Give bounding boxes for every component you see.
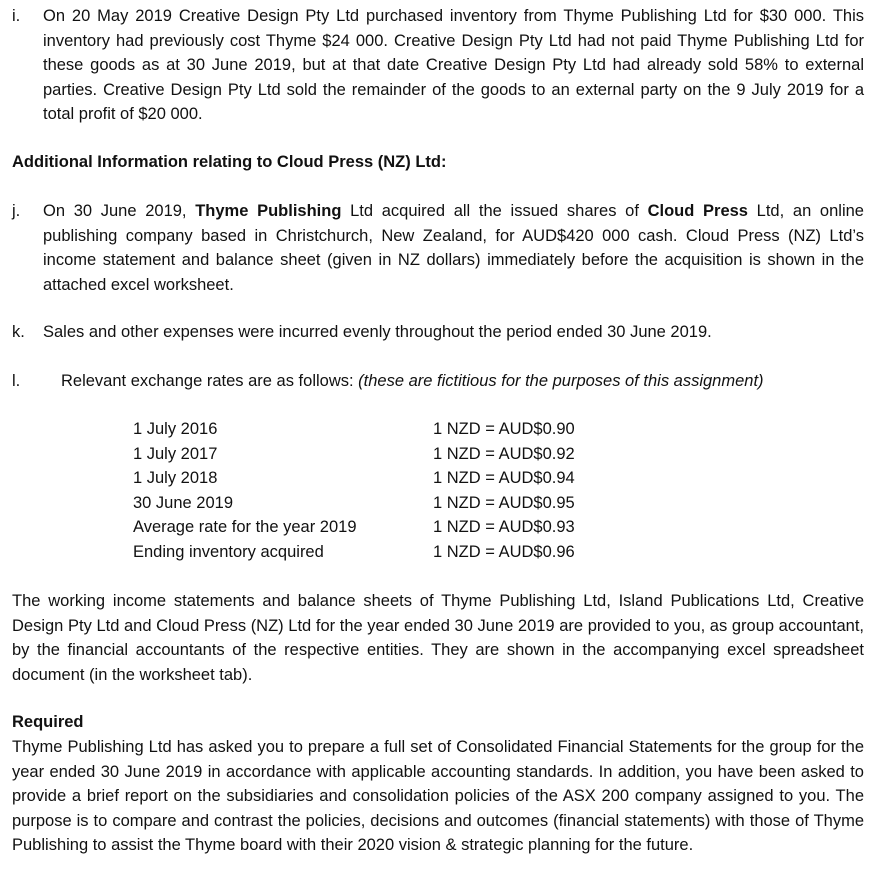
- item-text: [61, 369, 864, 394]
- list-item-i: [12, 4, 864, 127]
- exchange-rates-table: [133, 417, 613, 564]
- item-marker: k.: [12, 323, 25, 341]
- list-item-l: [12, 369, 864, 394]
- rate-row: [133, 442, 613, 467]
- rate-row: [133, 466, 613, 491]
- text-run: Relevant exchange rates are as follows:: [61, 372, 359, 390]
- working-statements-paragraph: The working income statements and balance sheets of Thyme Publishing Ltd, Island Publications Ltd, Creative Design Pty Ltd and Cloud Press (NZ) Ltd for the year ended 30 June 2019 are provided to you, as group accountant, by the financial accountants of the respective entities. They are shown in the accompanying excel spreadsheet document (in the worksheet tab).: [12, 592, 864, 684]
- item-text: [43, 199, 864, 297]
- company-name-thyme: Thyme Publishing: [195, 202, 342, 220]
- rate-date: Average rate for the year 2019: [133, 518, 357, 536]
- italic-note: (these are fictitious for the purposes of this assignment): [358, 372, 764, 390]
- rate-value: 1 NZD = AUD$0.94: [433, 469, 575, 487]
- company-name-cloud-press: Cloud Press: [647, 202, 748, 220]
- item-text: Sales and other expenses were incurred evenly throughout the period ended 30 June 2019.: [43, 323, 712, 341]
- rate-row: [133, 417, 613, 442]
- rate-date: 1 July 2016: [133, 420, 218, 438]
- rate-row: [133, 515, 613, 540]
- required-paragraph: Thyme Publishing Ltd has asked you to prepare a full set of Consolidated Financial Statements for the group for the year ended 30 June 2019 in accordance with applicable accounting standards. In addition, you have been asked to provide a brief report on the subsidiaries and consolidation policies of the ASX 200 company assigned to you. The purpose is to compare and contrast the policies, decisions and outcomes (financial statements) with those of Thyme Publishing to assist the Thyme board with their 2020 vision & strategic planning for the future.: [12, 738, 864, 854]
- rate-value: 1 NZD = AUD$0.92: [433, 444, 575, 463]
- text-run: On 30 June 2019,: [43, 202, 196, 220]
- rate-date: Ending inventory acquired: [133, 542, 324, 561]
- text-run: Ltd, an online publishing company based in Christchurch, New Zealand, for AUD$420 000 cash. Cloud Press (NZ) Ltd’s income statement and balance sheet (given in NZ dollars) immediately before the acquisition is shown in the attached excel worksheet.: [43, 202, 864, 294]
- rate-value: 1 NZD = AUD$0.93: [433, 518, 575, 536]
- item-marker: i.: [12, 7, 21, 25]
- list-item-j: [12, 199, 864, 297]
- rate-value: 1 NZD = AUD$0.90: [433, 420, 575, 438]
- item-marker: l.: [12, 372, 21, 390]
- rate-date: 30 June 2019: [133, 493, 234, 512]
- rate-date: 1 July 2017: [133, 444, 218, 463]
- rate-value: 1 NZD = AUD$0.95: [433, 493, 575, 512]
- list-item-k: [12, 320, 864, 345]
- text-run: Ltd acquired all the issued shares of: [341, 202, 648, 220]
- item-text: On 20 May 2019 Creative Design Pty Ltd purchased inventory from Thyme Publishing Ltd for $30 000. This inventory had previously cost Thyme $24 000. Creative Design Pty Ltd had not paid Thyme Publishing Ltd for these goods as at 30 June 2019, but at that date Creative Design Pty Ltd had already sold 58% to external parties. Creative Design Pty Ltd sold the remainder of the goods to an external party on the 9 July 2019 for a total profit of $20 000.: [43, 7, 864, 123]
- rate-row: [133, 540, 613, 565]
- required-heading: Required: [12, 713, 84, 731]
- rate-date: 1 July 2018: [133, 469, 218, 487]
- item-marker: j.: [12, 202, 21, 220]
- additional-info-heading: Additional Information relating to Cloud Press (NZ) Ltd:: [12, 153, 447, 171]
- rate-value: 1 NZD = AUD$0.96: [433, 542, 575, 561]
- rate-row: [133, 491, 613, 516]
